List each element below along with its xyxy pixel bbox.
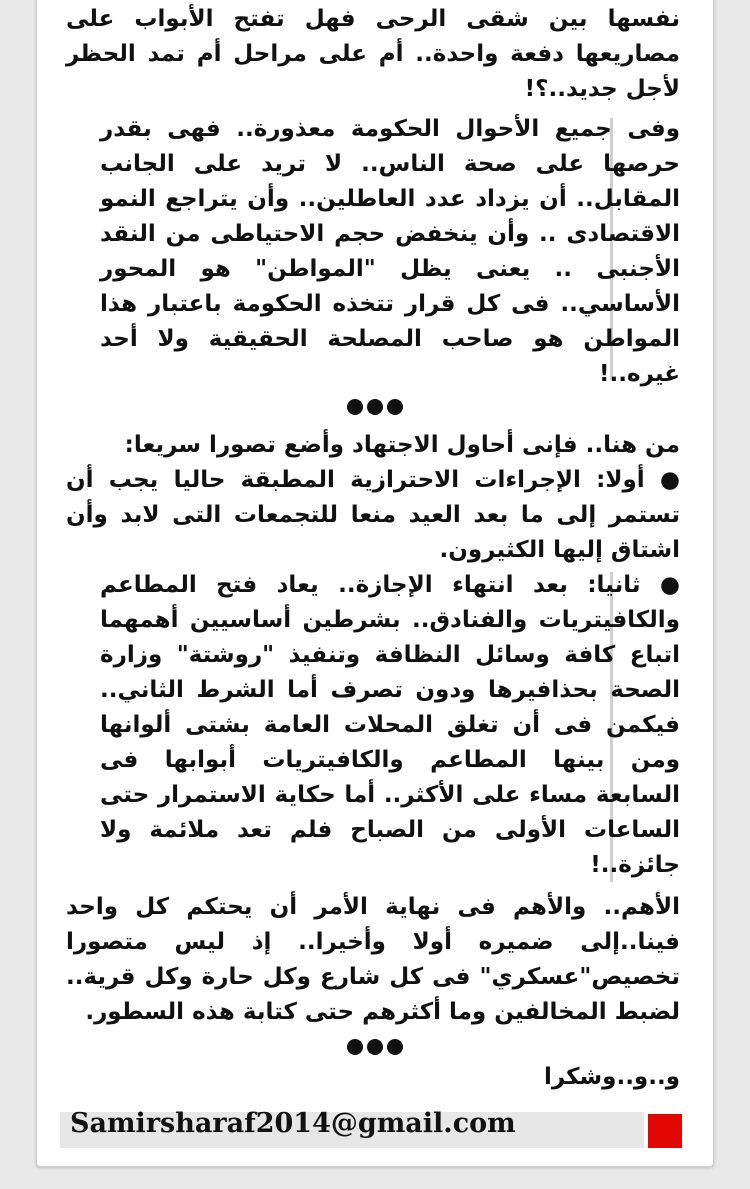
paragraph-2: وفى جميع الأحوال الحكومة معذورة.. فهى بقدر حرصها على صحة الناس.. لا تريد على الجانب المقابل.. أن يزداد عدد العاطلين.. وأن يتراجع النمو الاقتصادى .. وأن ينخفض حجم الاحتياطى من النقد الأجنبى .. يعنى يظل "المواطن" هو المحور الأساسي.. فى كل قرار تتخذه الحكومة باعتبار هذا المواطن هو صاحب المصلحة الحقيقية ولا أحد غيره..!: [100, 116, 680, 387]
paragraph-4: ● أولا: الإجراءات الاحترازية المطبقة حاليا يجب أن تستمر إلى ما بعد العيد منعا للتجمعات التى لابد وأن اشتاق إليها الكثيرون.: [66, 467, 680, 563]
signoff-text: و..و..وشكرا: [543, 1064, 680, 1090]
red-square-marker: [648, 1114, 682, 1148]
paragraph-6: الأهم.. والأهم فى نهاية الأمر أن يحتكم كل واحد فينا..إلى ضميره أولا وأخيرا.. إذ ليس متصورا تخصيص"عسكري" فى كل شارع وكل حارة وكل قرية.. لضبط المخالفين وما أكثرهم حتى كتابة هذه السطور.: [66, 894, 680, 1025]
paragraph-5: ● ثانيا: بعد انتهاء الإجازة.. يعاد فتح المطاعم والكافيتريات والفنادق.. بشرطين أساسيين أهمهما اتباع كافة وسائل النظافة وتنفيذ "روشتة" وزارة الصحة بحذافيرها ودون تصرف أما الشرط الثاني.. فيكمن فى أن تغلق المحلات العامة بشتى ألوانها ومن بينها المطاعم والكافيتريات أبوابها فى السابعة مساء على الأكثر.. أما حكاية الاستمرار حتى الساعات الأولى من الصباح فلم تعد ملائمة ولا جائزة..!: [100, 572, 680, 878]
separator-dots-1: [0, 396, 750, 420]
author-email[interactable]: Samirsharaf2014@gmail.com: [70, 1108, 516, 1139]
separator-dots-2: [0, 1036, 750, 1060]
paragraph-3: من هنا.. فإنى أحاول الاجتهاد وأضع تصورا سريعا: ● أولا: الإجراءات الاحترازية المطبقة حاليا يجب أن تستمر إلى ما بعد العيد منعا للتجمعات التى لابد وأن اشتاق إليها الكثيرون.: [66, 428, 680, 568]
paragraph-1: نفسها بين شقى الرحى فهل تفتح الأبواب على مصاريعها دفعة واحدة.. أم على مراحل أم تمد الحظر لأجل جديد..؟!: [66, 6, 680, 102]
